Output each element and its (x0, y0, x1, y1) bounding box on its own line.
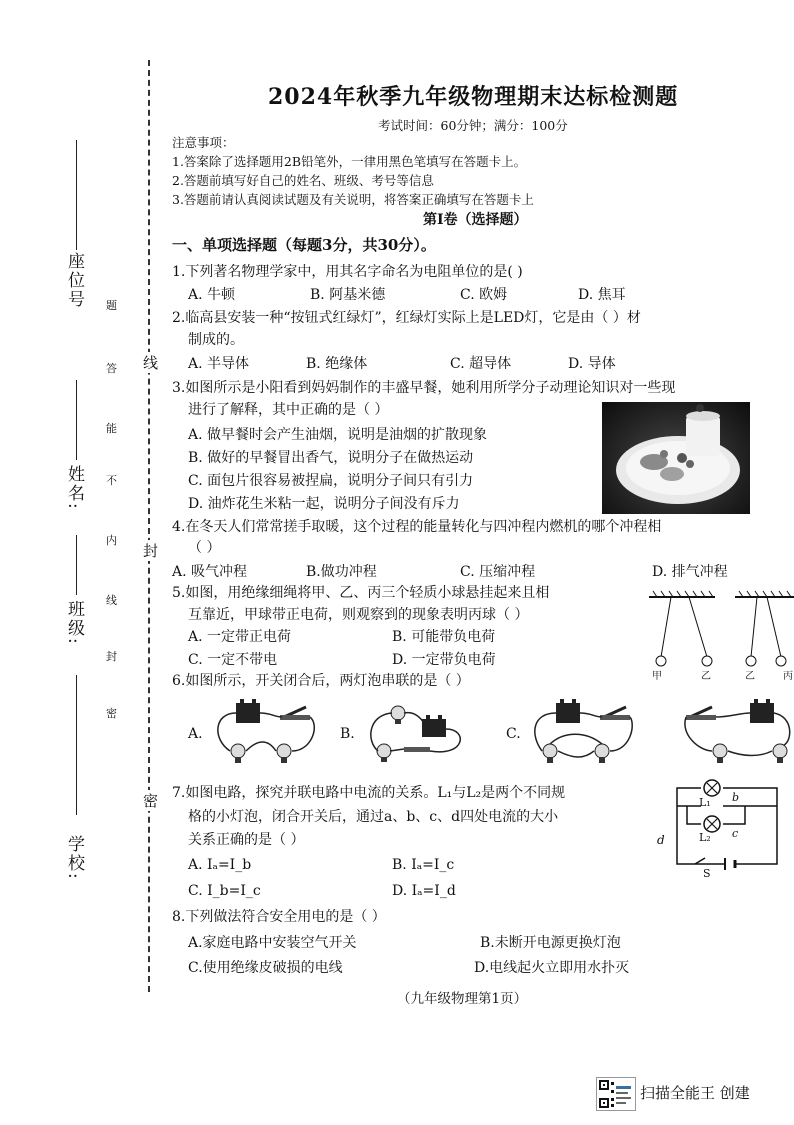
q5-stem-cont: 互靠近，甲球带正电荷，则观察到的现象表明丙球（ ） (188, 607, 529, 623)
q2-stem-cont: 制成的。 (188, 332, 244, 348)
seat-label: 座位号 (64, 252, 84, 309)
seal-char: 内 (106, 534, 117, 547)
q5-option-d: D. 一定带负电荷 (392, 652, 496, 668)
name-underline (76, 380, 77, 460)
q2-option-c: C. 超导体 (450, 356, 512, 372)
q5-balls-diagram (645, 585, 794, 685)
note-item: 3.答题前请认真阅读试题及有关说明，将答案正确填写在答题卡上 (172, 192, 534, 207)
page-title: 2024年秋季九年级物理期末达标检测题 (268, 84, 679, 110)
section-heading: 一、单项选择题（每题3分，共30分）。 (172, 236, 436, 254)
seal-char: 答 (106, 362, 117, 375)
class-label: 班级: (64, 600, 84, 646)
q3-option-d: D. 油炸花生米粘一起，说明分子间没有斥力 (188, 496, 460, 512)
q7-option-c: C. I_b=I_c (188, 883, 261, 899)
q5-option-b: B. 可能带负电荷 (392, 629, 496, 645)
q1-option-d: D. 焦耳 (578, 287, 626, 303)
part-heading: 第Ⅰ卷（选择题） (423, 212, 528, 228)
q6-option-a: A. (188, 726, 203, 742)
point-label-c: c (732, 827, 739, 840)
q8-option-c: C.使用绝缘皮破损的电线 (188, 960, 343, 976)
name-label: 姓名: (64, 465, 84, 511)
q2-option-a: A. 半导体 (188, 356, 250, 372)
q3-option-c: C. 面包片很容易被捏扁，说明分子间只有引力 (188, 473, 474, 489)
school-label: 学校: (64, 835, 84, 881)
q5-option-a: A. 一定带正电荷 (188, 629, 292, 645)
q7-option-b: B. Iₐ=I_c (392, 857, 455, 873)
q8-option-d: D.电线起火立即用水扑灭 (474, 960, 630, 976)
seal-seal-char: 封 (143, 542, 159, 560)
school-underline (76, 675, 77, 815)
q3-stem-cont: 进行了解释，其中正确的是（ ） (188, 402, 389, 418)
q7-option-a: A. Iₐ=I_b (188, 857, 252, 873)
q3-option-a: A. 做早餐时会产生油烟，说明是油烟的扩散现象 (188, 427, 488, 443)
q7-circuit-diagram (655, 776, 791, 880)
point-label-d: d (657, 833, 665, 847)
q4-option-d: D. 排气冲程 (652, 564, 728, 580)
point-label-b: b (732, 791, 740, 804)
seal-char: 线 (106, 594, 117, 607)
ball-label-yi-2: 乙 (745, 671, 755, 682)
q6-stem: 6.如图所示，开关闭合后，两灯泡串联的是（ ） (172, 673, 470, 689)
q6-circuit-c (524, 695, 636, 771)
q8-option-b: B.未断开电源更换灯泡 (480, 935, 621, 951)
q3-stem: 3.如图所示是小阳看到妈妈制作的丰盛早餐，她利用所学分子动理论知识对一些现 (172, 380, 676, 396)
q7-option-d: D. Iₐ=I_d (392, 883, 456, 899)
seal-char: 密 (106, 707, 117, 720)
q7-stem-cont: 格的小灯泡，闭合开关后，通过a、b、c、d四处电流的大小 (188, 809, 559, 825)
q4-stem-cont: （ ） (188, 540, 221, 556)
seal-char: 不 (106, 474, 117, 487)
ball-label-bing: 丙 (783, 671, 793, 682)
q6-circuit-b (362, 695, 474, 771)
seal-char: 题 (106, 299, 117, 312)
q7-stem: 7.如图电路，探究并联电路中电流的关系。L₁与L₂是两个不同规 (172, 785, 566, 801)
q1-option-a: A. 牛顿 (188, 287, 236, 303)
scanner-watermark: 扫描全能王 创建 (640, 1084, 750, 1102)
seal-line-char: 线 (143, 354, 159, 372)
binding-dash-line (148, 60, 150, 992)
q1-option-b: B. 阿基米德 (310, 287, 386, 303)
q5-option-c: C. 一定不带电 (188, 652, 278, 668)
breakfast-photo (602, 402, 750, 514)
q7-stem-cont-2: 关系正确的是（ ） (188, 832, 305, 848)
q2-option-d: D. 导体 (568, 356, 616, 372)
notes-heading: 注意事项： (172, 135, 235, 150)
q5-stem: 5.如图，用绝缘细绳将甲、乙、丙三个轻质小球悬挂起来且相 (172, 585, 550, 601)
q4-option-a: A. 吸气冲程 (172, 564, 248, 580)
q6-option-b: B. (340, 726, 355, 742)
ball-label-jia: 甲 (652, 671, 662, 682)
note-item: 1.答案除了选择题用2B铅笔外，一律用黑色笔填写在答题卡上。 (172, 154, 527, 169)
switch-label-s: S (703, 867, 711, 880)
seat-underline (76, 140, 77, 250)
seal-char: 能 (106, 422, 117, 435)
q6-circuit-a (208, 695, 320, 771)
seal-secret-char: 密 (143, 792, 159, 810)
q1-stem: 1.下列著名物理学家中，用其名字命名为电阻单位的是( ) (172, 264, 523, 280)
class-underline (76, 535, 77, 595)
q6-option-c: C. (506, 726, 521, 742)
q1-option-c: C. 欧姆 (460, 287, 508, 303)
q8-option-a: A.家庭电路中安装空气开关 (188, 935, 357, 951)
page-footer: （九年级物理第1页） (397, 991, 528, 1007)
ball-label-yi: 乙 (701, 671, 711, 682)
q4-option-b: B.做功冲程 (306, 564, 377, 580)
q2-stem: 2.临高县安装一种“按钮式红绿灯”，红绿灯实际上是LED灯，它是由（ ）材 (172, 310, 641, 326)
q8-stem: 8.下列做法符合安全用电的是（ ） (172, 909, 386, 925)
qr-code-icon (596, 1077, 636, 1111)
note-item: 2.答题前填写好自己的姓名、班级、考号等信息 (172, 173, 434, 188)
exam-info: 考试时间：60分钟；满分：100分 (378, 118, 568, 133)
q4-stem: 4.在冬天人们常常搓手取暖，这个过程的能量转化与四冲程内燃机的哪个冲程相 (172, 519, 662, 535)
lamp-label-l1: L₁ (699, 796, 711, 809)
q3-option-b: B. 做好的早餐冒出香气，说明分子在做热运动 (188, 450, 474, 466)
lamp-label-l2: L₂ (699, 831, 711, 844)
q2-option-b: B. 绝缘体 (306, 356, 368, 372)
q4-option-c: C. 压缩冲程 (460, 564, 536, 580)
seal-char: 封 (106, 650, 117, 663)
q6-circuit-d (680, 695, 794, 771)
